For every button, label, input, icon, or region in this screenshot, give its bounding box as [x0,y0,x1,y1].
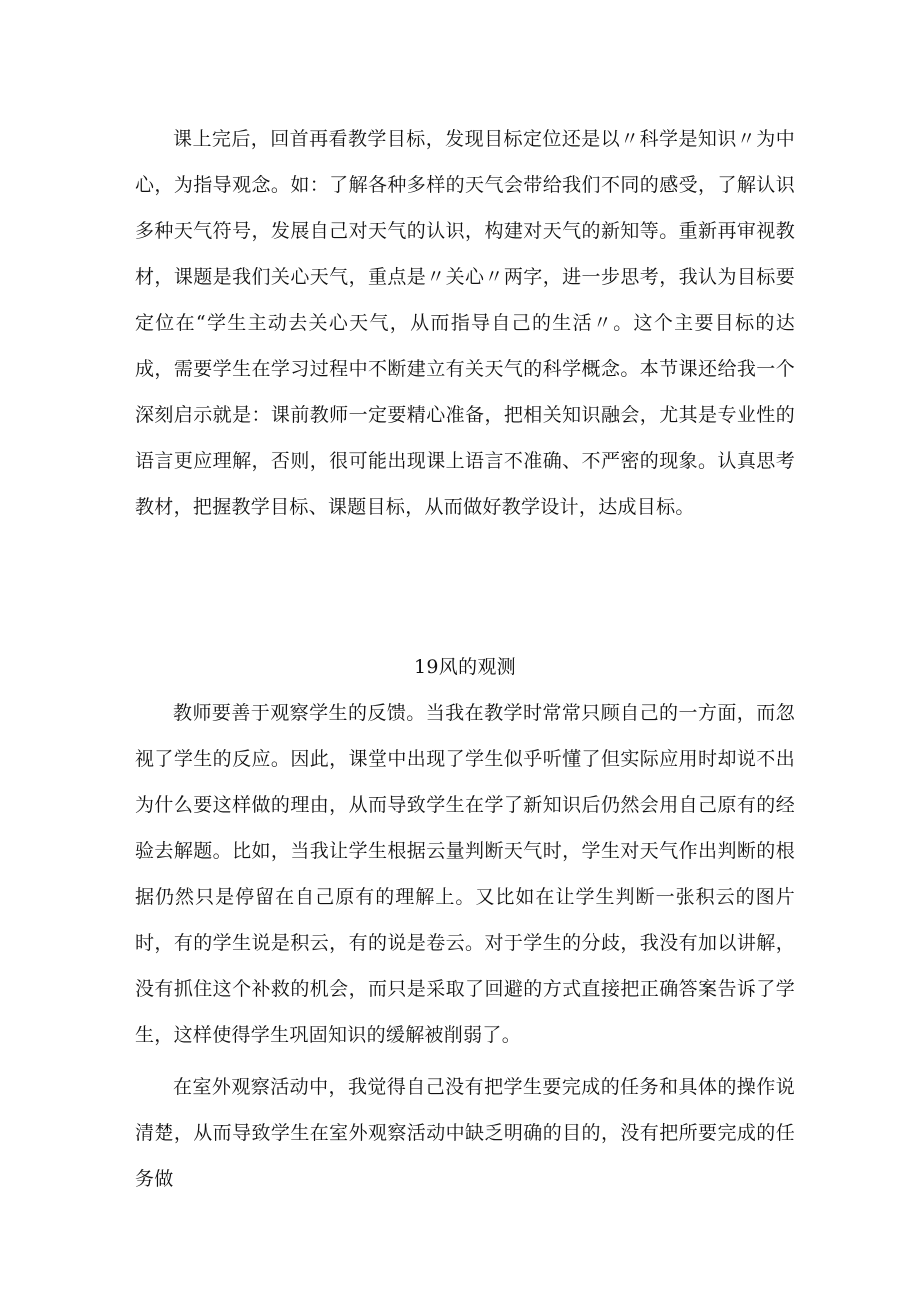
reflection-section-wind [135,690,795,1202]
body-paragraph: 在室外观察活动中，我觉得自己没有把学生要完成的任务和具体的操作说清楚，从而导致学生在室外观察活动中缺乏明确的目的，没有把所要完成的任务做 [135,1076,795,1190]
reflection-section-weather [135,116,795,530]
body-paragraph: 课上完后，回首再看教学目标，发现目标定位还是以〃科学是知识〃为中心，为指导观念。如：了解各种多样的天气会带给我们不同的感受，了解认识多种天气符号，发展自己对天气的认识，构建对天气的新知等。重新再审视教材，课题是我们关心天气，重点是〃关心〃两字，进一步思考，我认为目标要定位在“学生主动去关心天气，从而指导自己的生活〃。这个主要目标的达成，需要学生在学习过程中不断建立有关天气的科学概念。本节课还给我一个深刻启示就是：课前教师一定要精心准备，把相关知识融会，尤其是专业性的语言更应理解，否则，很可能出现课上语言不准确、不严密的现象。认真思考教材，把握教学目标、课题目标，从而做好教学设计，达成目标。 [135,128,795,518]
body-paragraph: 教师要善于观察学生的反馈。当我在教学时常常只顾自己的一方面，而忽视了学生的反应。因此，课堂中出现了学生似乎听懂了但实际应用时却说不出为什么要这样做的理由，从而导致学生在学了新知识后仍然会用自己原有的经验去解题。比如，当我让学生根据云量判断天气时，学生对天气作出判断的根据仍然只是停留在自己原有的理解上。又比如在让学生判断一张积云的图片时，有的学生说是积云，有的说是卷云。对于学生的分歧，我没有加以讲解，没有抓住这个补救的机会，而只是采取了回避的方式直接把正确答案告诉了学生，这样使得学生巩固知识的缓解被削弱了。 [135,702,795,1046]
section-heading: 19风的观测 [414,656,516,678]
